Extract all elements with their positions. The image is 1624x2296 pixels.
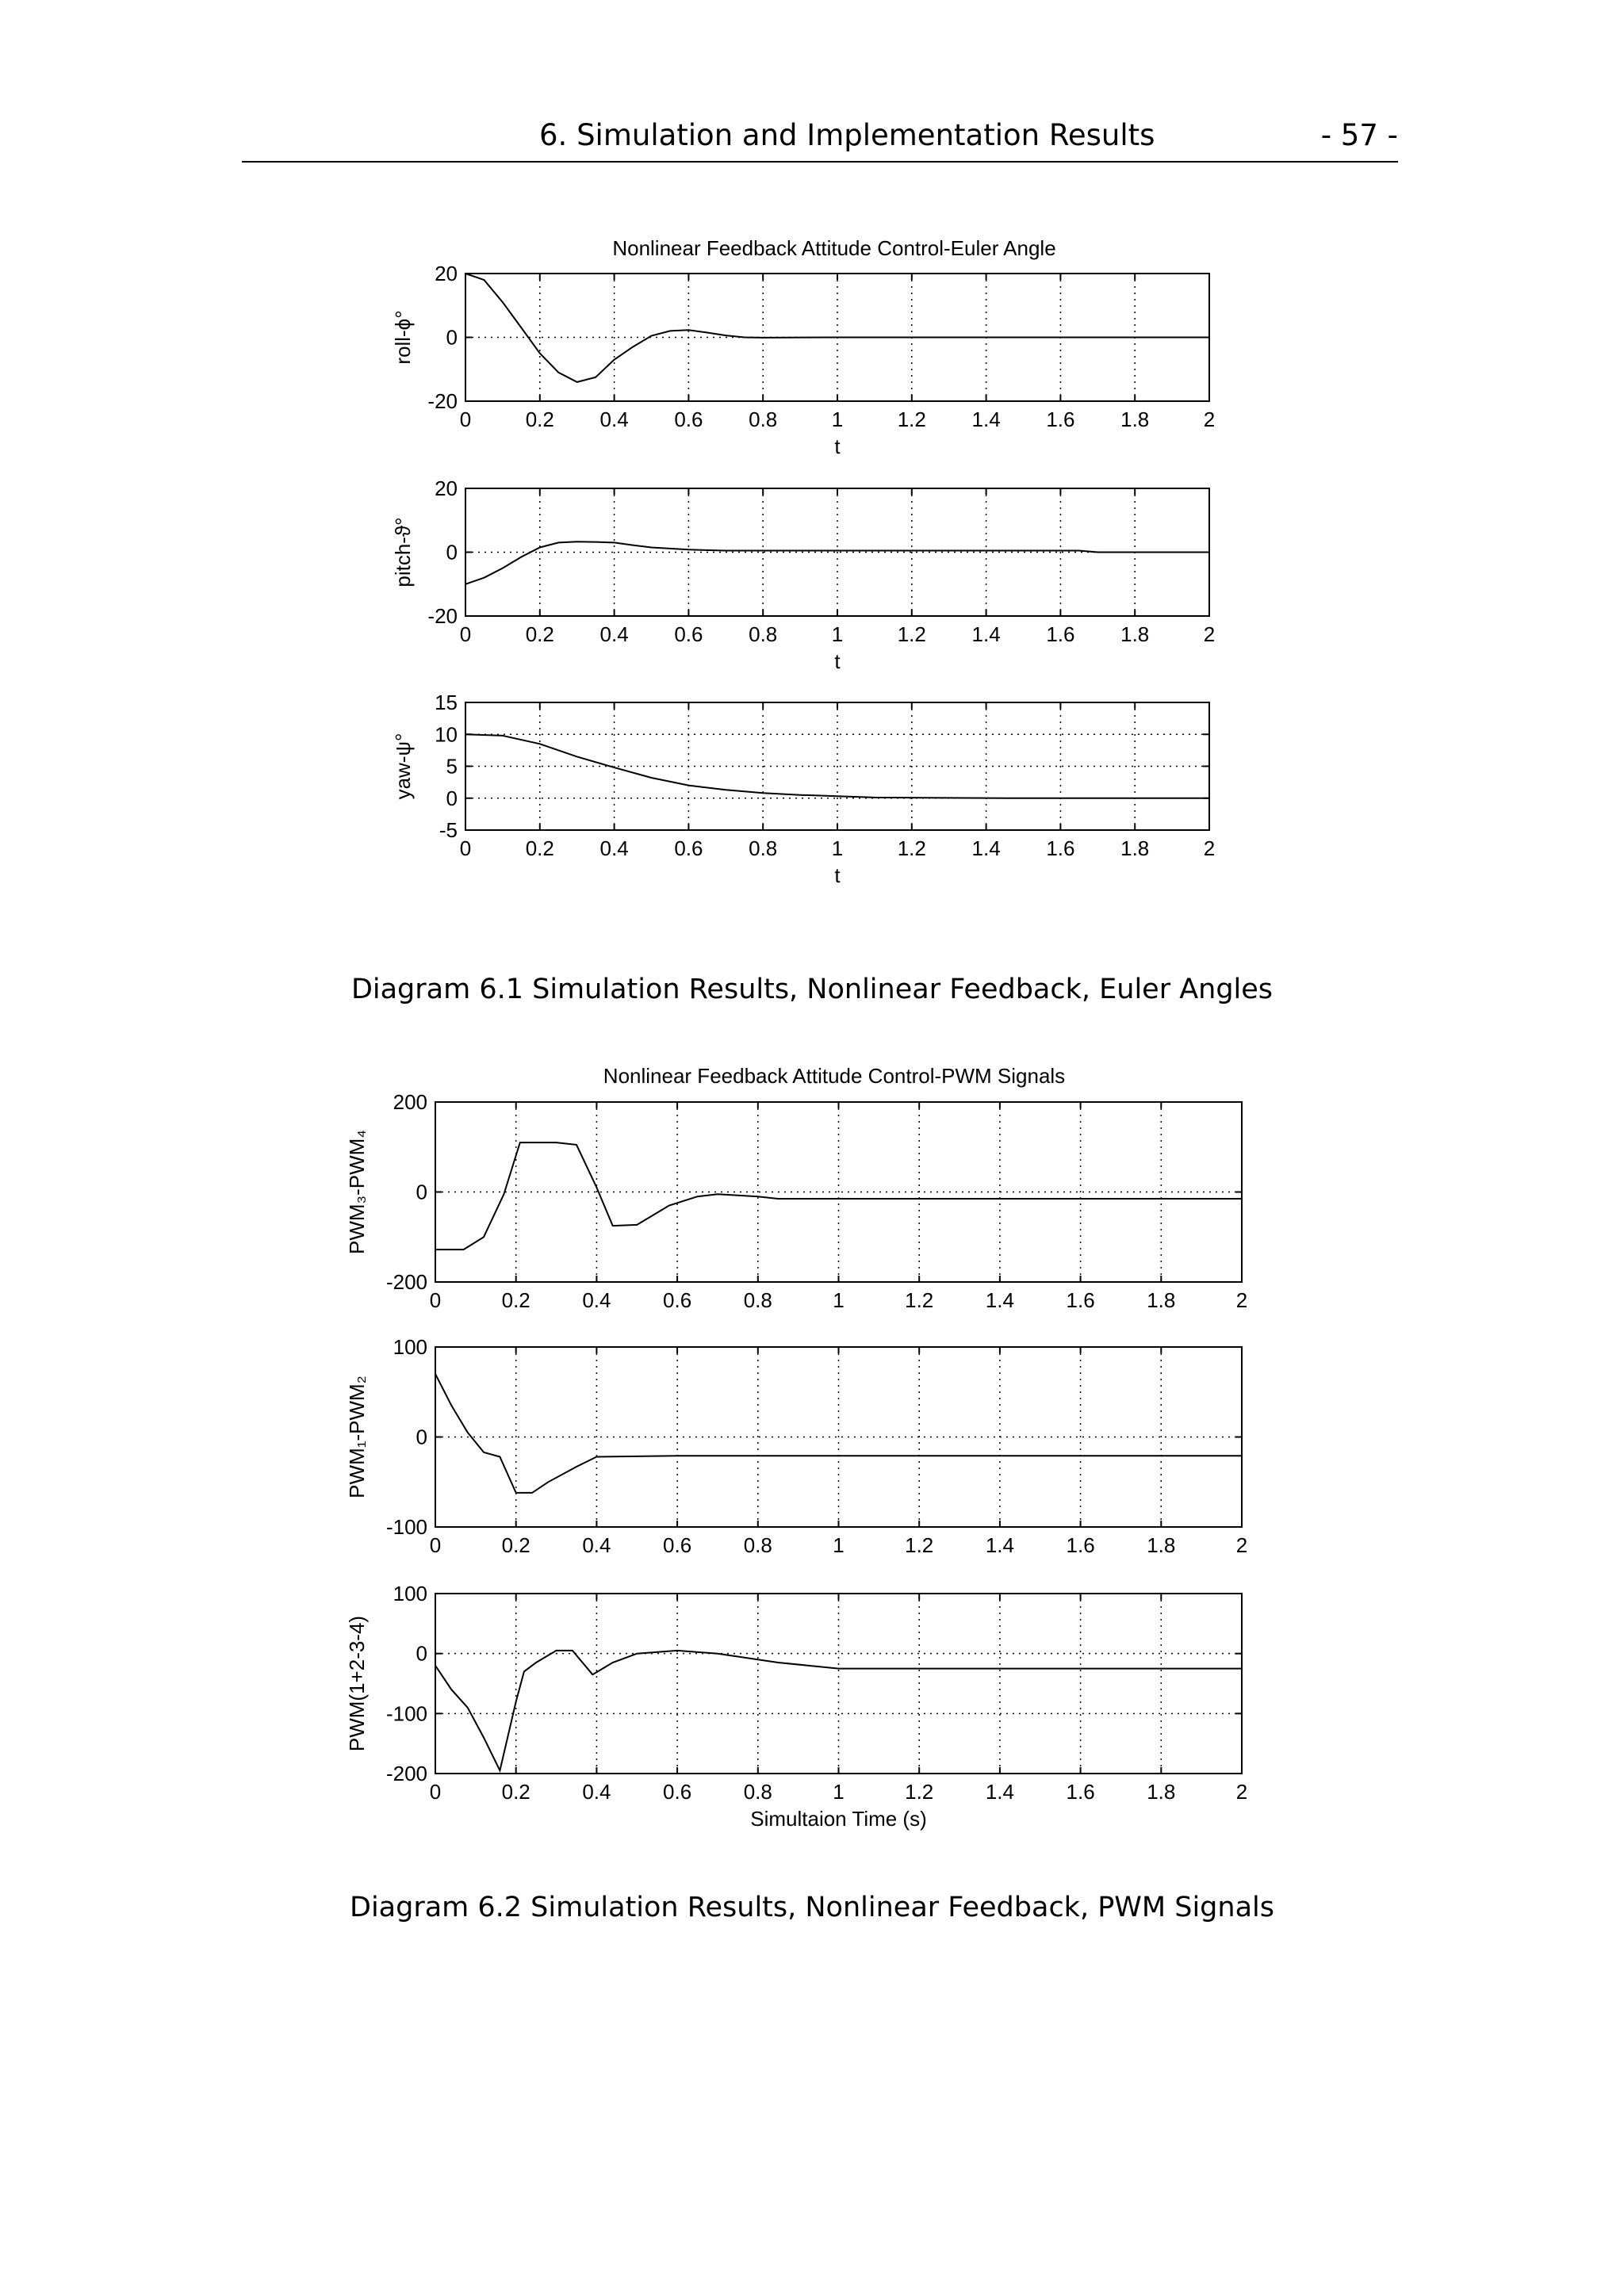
x-tick-label: 0.4 <box>599 836 629 860</box>
x-tick-label: 0.2 <box>501 1533 530 1557</box>
subplot-3 <box>345 1582 1247 1831</box>
x-tick-label: 1 <box>831 408 844 431</box>
y-tick-label: -200 <box>385 1762 427 1785</box>
x-tick-label: 0.6 <box>663 1288 692 1312</box>
y-tick-label: -20 <box>427 389 458 413</box>
chart-title: Nonlinear Feedback Attitude Control-Euler Angle <box>612 236 1056 260</box>
x-tick-label: 0.6 <box>674 622 703 646</box>
x-tick-label: 1.8 <box>1147 1533 1176 1557</box>
x-tick-label: 0.8 <box>743 1533 772 1557</box>
x-tick-label: 0.4 <box>599 408 629 431</box>
subplot-1 <box>345 1090 1247 1312</box>
x-tick-label: 0.2 <box>525 622 554 646</box>
x-tick-label: 1.8 <box>1147 1288 1176 1312</box>
x-tick-label: 2 <box>1203 836 1216 860</box>
x-axis-label: t <box>834 434 841 458</box>
x-tick-label: 1 <box>833 1288 845 1312</box>
y-tick-label: -20 <box>427 604 458 628</box>
caption-diagram-6-1: Diagram 6.1 Simulation Results, Nonlinear Feedback, Euler Angles <box>350 974 1274 1005</box>
x-tick-label: 1.6 <box>1046 836 1075 860</box>
x-tick-label: 0 <box>459 408 472 431</box>
y-tick-label: 0 <box>446 325 458 350</box>
x-tick-label: 0.8 <box>749 622 778 646</box>
y-tick-label: 200 <box>393 1090 427 1114</box>
x-tick-label: 1.6 <box>1066 1780 1095 1804</box>
x-tick-label: 2 <box>1235 1288 1248 1312</box>
x-axis-label: t <box>834 863 841 887</box>
y-tick-label: 20 <box>435 262 458 285</box>
x-tick-label: 2 <box>1235 1533 1248 1557</box>
y-tick-label: 0 <box>416 1180 427 1204</box>
x-tick-label: 1.2 <box>905 1288 934 1312</box>
x-tick-label: 1 <box>833 1780 845 1804</box>
y-tick-label: 100 <box>393 1582 427 1605</box>
y-tick-label: 0 <box>416 1641 427 1666</box>
y-tick-label: 0 <box>446 786 458 810</box>
x-tick-label: 0.2 <box>501 1288 530 1312</box>
y-tick-label: 10 <box>435 722 458 747</box>
y-axis-label: pitch-ϑ° <box>391 517 415 587</box>
y-tick-label: 5 <box>446 754 458 779</box>
x-tick-label: 2 <box>1235 1780 1248 1804</box>
x-tick-label: 0.8 <box>749 408 778 431</box>
x-tick-label: 1.4 <box>971 836 1001 860</box>
x-tick-label: 1 <box>833 1533 845 1557</box>
x-tick-label: 0.6 <box>663 1533 692 1557</box>
caption-diagram-6-2: Diagram 6.2 Simulation Results, Nonlinear Feedback, PWM Signals <box>350 1892 1274 1923</box>
y-axis-label: PWM₃-PWM₄ <box>345 1130 369 1254</box>
subplot-2 <box>345 1335 1247 1557</box>
header-title: 6. Simulation and Implementation Results <box>539 118 1155 152</box>
x-tick-label: 0.4 <box>582 1533 611 1557</box>
y-tick-label: 0 <box>446 540 458 564</box>
x-tick-label: 0 <box>429 1780 442 1804</box>
x-axis-label: t <box>834 649 841 673</box>
y-axis-label: PWM(1+2-3-4) <box>345 1615 369 1752</box>
x-tick-label: 1.4 <box>985 1533 1014 1557</box>
x-tick-label: 0.4 <box>582 1780 611 1804</box>
x-axis-label: Simultaion Time (s) <box>750 1807 927 1831</box>
x-tick-label: 0.8 <box>749 836 778 860</box>
x-tick-label: 0.2 <box>525 836 554 860</box>
x-tick-label: 1.4 <box>985 1288 1014 1312</box>
x-tick-label: 1.4 <box>985 1780 1014 1804</box>
x-tick-label: 1.4 <box>971 622 1001 646</box>
y-tick-label: 15 <box>435 691 458 714</box>
x-tick-label: 1.6 <box>1046 408 1075 431</box>
x-tick-label: 0.4 <box>599 622 629 646</box>
series-line <box>435 1142 1242 1249</box>
y-tick-label: 20 <box>435 476 458 500</box>
x-tick-label: 0.8 <box>743 1780 772 1804</box>
x-tick-label: 1.6 <box>1066 1288 1095 1312</box>
x-tick-label: 0 <box>459 622 472 646</box>
x-tick-label: 0.2 <box>501 1780 530 1804</box>
x-tick-label: 1 <box>831 622 844 646</box>
x-tick-label: 0 <box>429 1533 442 1557</box>
x-tick-label: 0.4 <box>582 1288 611 1312</box>
x-tick-label: 1.6 <box>1046 622 1075 646</box>
x-tick-label: 0.2 <box>525 408 554 431</box>
x-tick-label: 1.4 <box>971 408 1001 431</box>
y-axis-label: yaw-ψ° <box>391 733 415 800</box>
x-tick-label: 1.8 <box>1147 1780 1176 1804</box>
y-axis-label: PWM₁-PWM₂ <box>345 1376 369 1498</box>
x-tick-label: 1.8 <box>1120 836 1150 860</box>
x-tick-label: 1.2 <box>905 1780 934 1804</box>
x-tick-label: 1.6 <box>1066 1533 1095 1557</box>
x-tick-label: 2 <box>1203 408 1216 431</box>
x-tick-label: 0 <box>429 1288 442 1312</box>
x-tick-label: 0 <box>459 836 472 860</box>
y-tick-label: -200 <box>385 1270 427 1294</box>
x-tick-label: 1.2 <box>897 408 926 431</box>
page-number: - 57 - <box>1320 118 1398 152</box>
x-tick-label: 0.6 <box>663 1780 692 1804</box>
x-tick-label: 1.8 <box>1120 622 1150 646</box>
x-tick-label: 1.8 <box>1120 408 1150 431</box>
x-tick-label: 0.6 <box>674 408 703 431</box>
chart-title: Nonlinear Feedback Attitude Control-PWM Signals <box>603 1064 1066 1088</box>
x-tick-label: 1.2 <box>897 836 926 860</box>
y-tick-label: -5 <box>439 818 458 842</box>
x-tick-label: 2 <box>1203 622 1216 646</box>
x-tick-label: 1 <box>831 836 844 860</box>
x-tick-label: 0.6 <box>674 836 703 860</box>
x-tick-label: 1.2 <box>897 622 926 646</box>
y-tick-label: -100 <box>385 1515 427 1539</box>
x-tick-label: 1.2 <box>905 1533 934 1557</box>
y-axis-label: roll-ϕ° <box>391 310 415 365</box>
y-tick-label: -100 <box>385 1701 427 1726</box>
y-tick-label: 0 <box>416 1425 427 1449</box>
y-tick-label: 100 <box>393 1335 427 1359</box>
x-tick-label: 0.8 <box>743 1288 772 1312</box>
